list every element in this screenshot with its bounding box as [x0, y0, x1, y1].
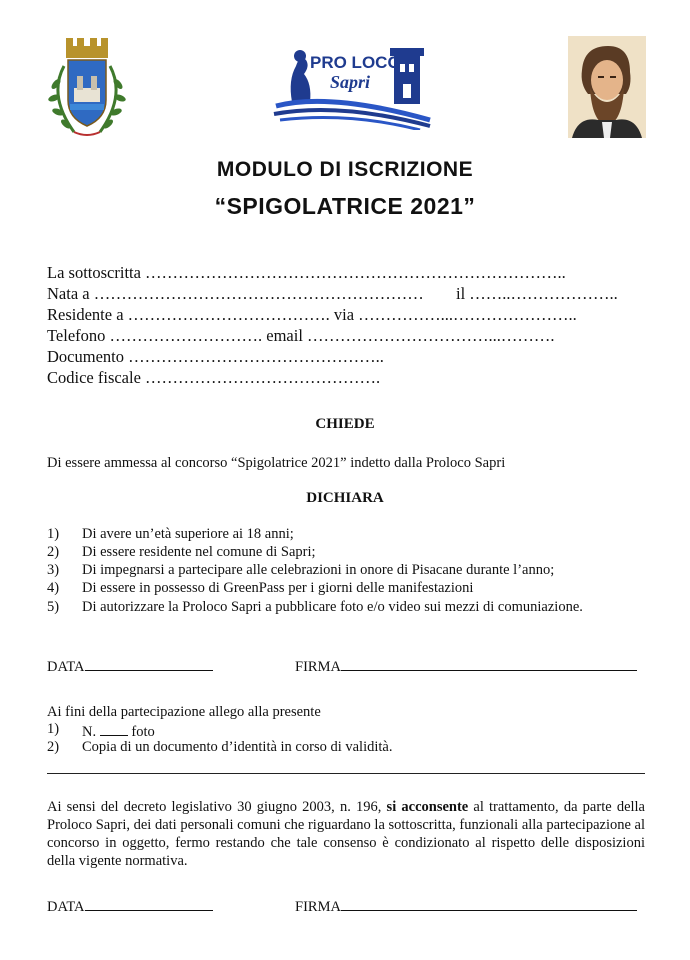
pisacane-portrait-image: [568, 36, 646, 138]
field-nata-a: Nata a ……………………………………………………: [47, 284, 424, 303]
list-item-number: 5): [47, 599, 60, 615]
date-line[interactable]: [85, 896, 213, 911]
date-line[interactable]: [85, 656, 213, 671]
list-item-number: 2): [47, 739, 60, 755]
list-item: Di autorizzare la Proloco Sapri a pubblicare foto e/o video sui mezzi di comuniazione.: [82, 599, 583, 615]
list-item: Di avere un’età superiore ai 18 anni;: [82, 526, 294, 542]
dichiara-heading: DICHIARA: [306, 490, 384, 506]
date-field-1[interactable]: [47, 656, 213, 676]
field-data-nascita: il ……..………………..: [456, 284, 618, 303]
list-item-number: 1): [47, 721, 60, 737]
list-item: Di essere in possesso di GreenPass per i giorni delle manifestazioni: [82, 580, 474, 596]
chiede-heading: CHIEDE: [315, 416, 375, 432]
allegato-foto-suffix: foto: [131, 724, 155, 740]
field-codice-fiscale: Codice fiscale …………………………………….: [47, 368, 381, 387]
consent-text-part2: al trattamento, da parte della Proloco Sapri, dei dati personali comuni che riguardano la sottoscritta, funzionali alla partecipazione al concorso in oggetto, fermo restando che tale consenso è condizionato al rispetto delle disposizioni della vigente normativa.: [47, 799, 645, 869]
chiede-text: Di essere ammessa al concorso “Spigolatrice 2021” indetto dalla Proloco Sapri: [47, 455, 506, 471]
signature-label: FIRMA: [295, 899, 341, 915]
town-crest-logo: [44, 36, 130, 140]
allegato-foto-prefix: N.: [82, 724, 97, 740]
signature-field-1[interactable]: [295, 656, 637, 676]
consent-text-part1: Ai sensi del decreto legislativo 30 giugno 2003, n. 196,: [47, 799, 387, 815]
logo-subtitle-text: Sapri: [330, 72, 371, 92]
contest-title: “SPIGOLATRICE 2021”: [214, 193, 476, 219]
foto-count-line[interactable]: [100, 721, 128, 736]
date-field-2[interactable]: [47, 896, 213, 916]
list-item-number: 3): [47, 562, 60, 578]
date-label: DATA: [47, 899, 85, 915]
logo-title-text: PRO LOCO: [310, 53, 401, 72]
allegati-intro: Ai fini della partecipazione allego alla presente: [47, 704, 321, 720]
allegato-documento: Copia di un documento d’identità in corso di validità.: [82, 739, 393, 755]
signature-line[interactable]: [341, 656, 637, 671]
section-divider: [47, 773, 645, 774]
signature-field-2[interactable]: [295, 896, 637, 916]
signature-line[interactable]: [341, 896, 637, 911]
field-residenza: Residente a ………………………………. via ……………...…………………..: [47, 305, 577, 324]
consent-bold-text: si acconsente: [386, 799, 469, 815]
field-telefono-email: Telefono ………………………. email ……………………………...……….: [47, 326, 555, 345]
list-item: Di impegnarsi a partecipare alle celebrazioni in onore di Pisacane durante l’anno;: [82, 562, 555, 578]
field-documento: Documento ………………………………………..: [47, 347, 384, 366]
signature-label: FIRMA: [295, 659, 341, 675]
field-sottoscritta: La sottoscritta …………………………………………………………………..: [47, 263, 566, 282]
form-title: MODULO DI ISCRIZIONE: [216, 158, 474, 181]
list-item-number: 1): [47, 526, 60, 542]
list-item: Di essere residente nel comune di Sapri;: [82, 544, 316, 560]
privacy-consent-text: [47, 798, 645, 870]
pro-loco-sapri-logo: [270, 40, 432, 130]
allegato-foto: [82, 721, 155, 741]
list-item-number: 2): [47, 544, 60, 560]
list-item-number: 4): [47, 580, 60, 596]
date-label: DATA: [47, 659, 85, 675]
